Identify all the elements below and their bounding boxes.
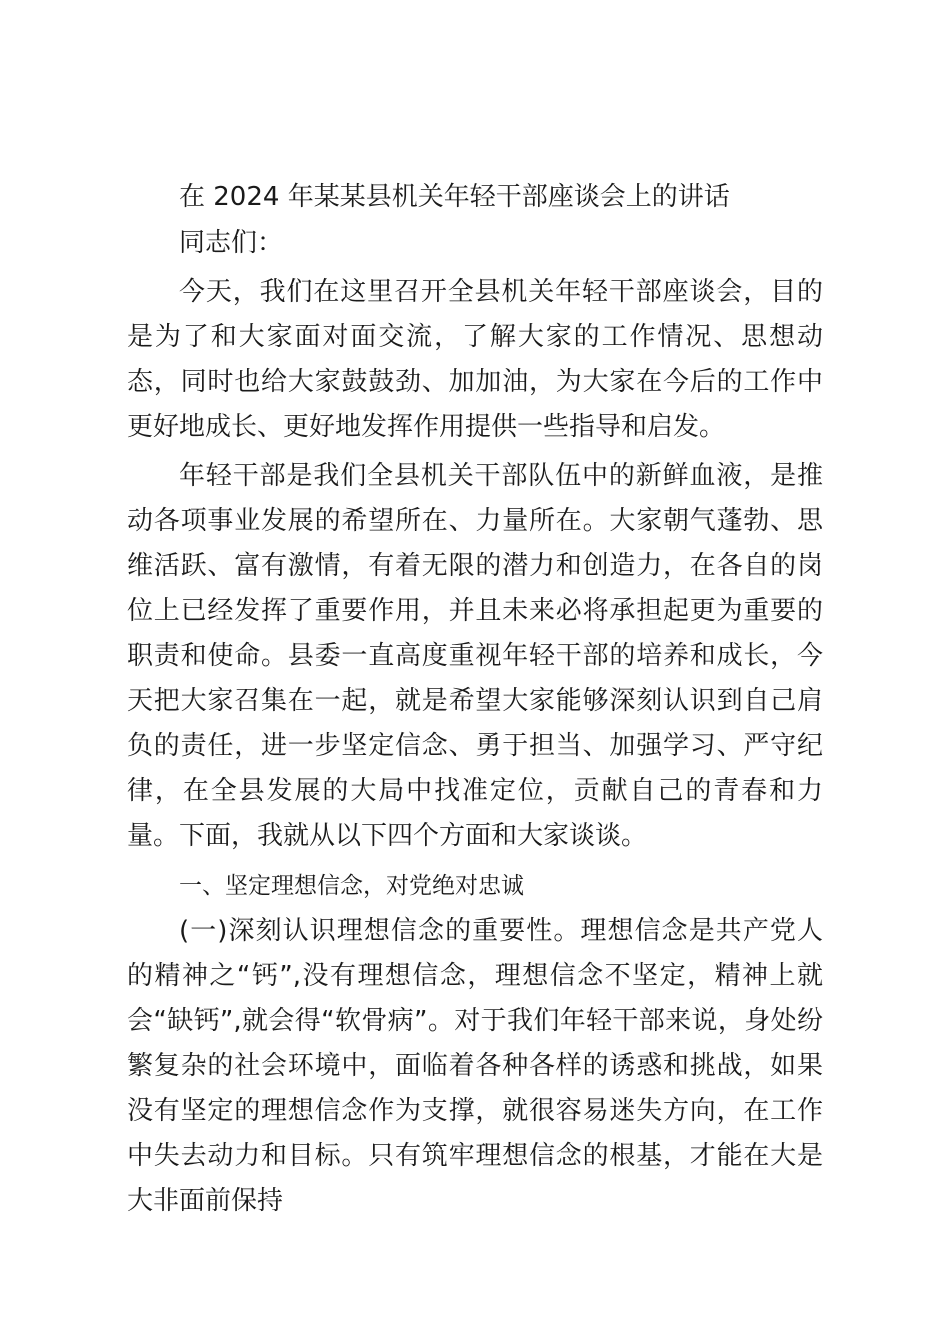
paragraph-section-1-1: (一)深刻认识理想信念的重要性。理想信念是共产党人的精神之“钙”,没有理想信念，理想信念不坚定，精神上就会“缺钙”,就会得“软骨病”。对于我们年轻干部来说，身处纷繁复杂的社会环境中，面临着各种各样的诱惑和挑战，如果没有坚定的理想信念作为支撑，就很容易迷失方向，在工作中失去动力和目标。只有筑牢理想信念的根基，才能在大是大非面前保持 xyxy=(127,916,823,1216)
paragraph-intro: 今天，我们在这里召开全县机关年轻干部座谈会，目的是为了和大家面对面交流，了解大家的工作情况、思想动态，同时也给大家鼓鼓劲、加加油，为大家在今后的工作中更好地成长、更好地发挥作用提供一些指导和启发。 xyxy=(127,277,823,442)
document-title: 在 2024 年某某县机关年轻干部座谈会上的讲话 xyxy=(179,182,730,212)
section-heading-1: 一、坚定理想信念，对党绝对忠诚 xyxy=(179,873,524,899)
paragraph-young-cadres: 年轻干部是我们全县机关干部队伍中的新鲜血液，是推动各项事业发展的希望所在、力量所在。大家朝气蓬勃、思维活跃、富有激情，有着无限的潜力和创造力，在各自的岗位上已经发挥了重要作用，并且未来必将承担起更为重要的职责和使命。县委一直高度重视年轻干部的培养和成长，今天把大家召集在一起，就是希望大家能够深刻认识到自己肩负的责任，进一步坚定信念、勇于担当、加强学习、严守纪律，在全县发展的大局中找准定位，贡献自己的青春和力量。下面，我就从以下四个方面和大家谈谈。 xyxy=(127,461,823,851)
document-body xyxy=(127,174,823,1224)
salutation: 同志们： xyxy=(179,228,284,258)
